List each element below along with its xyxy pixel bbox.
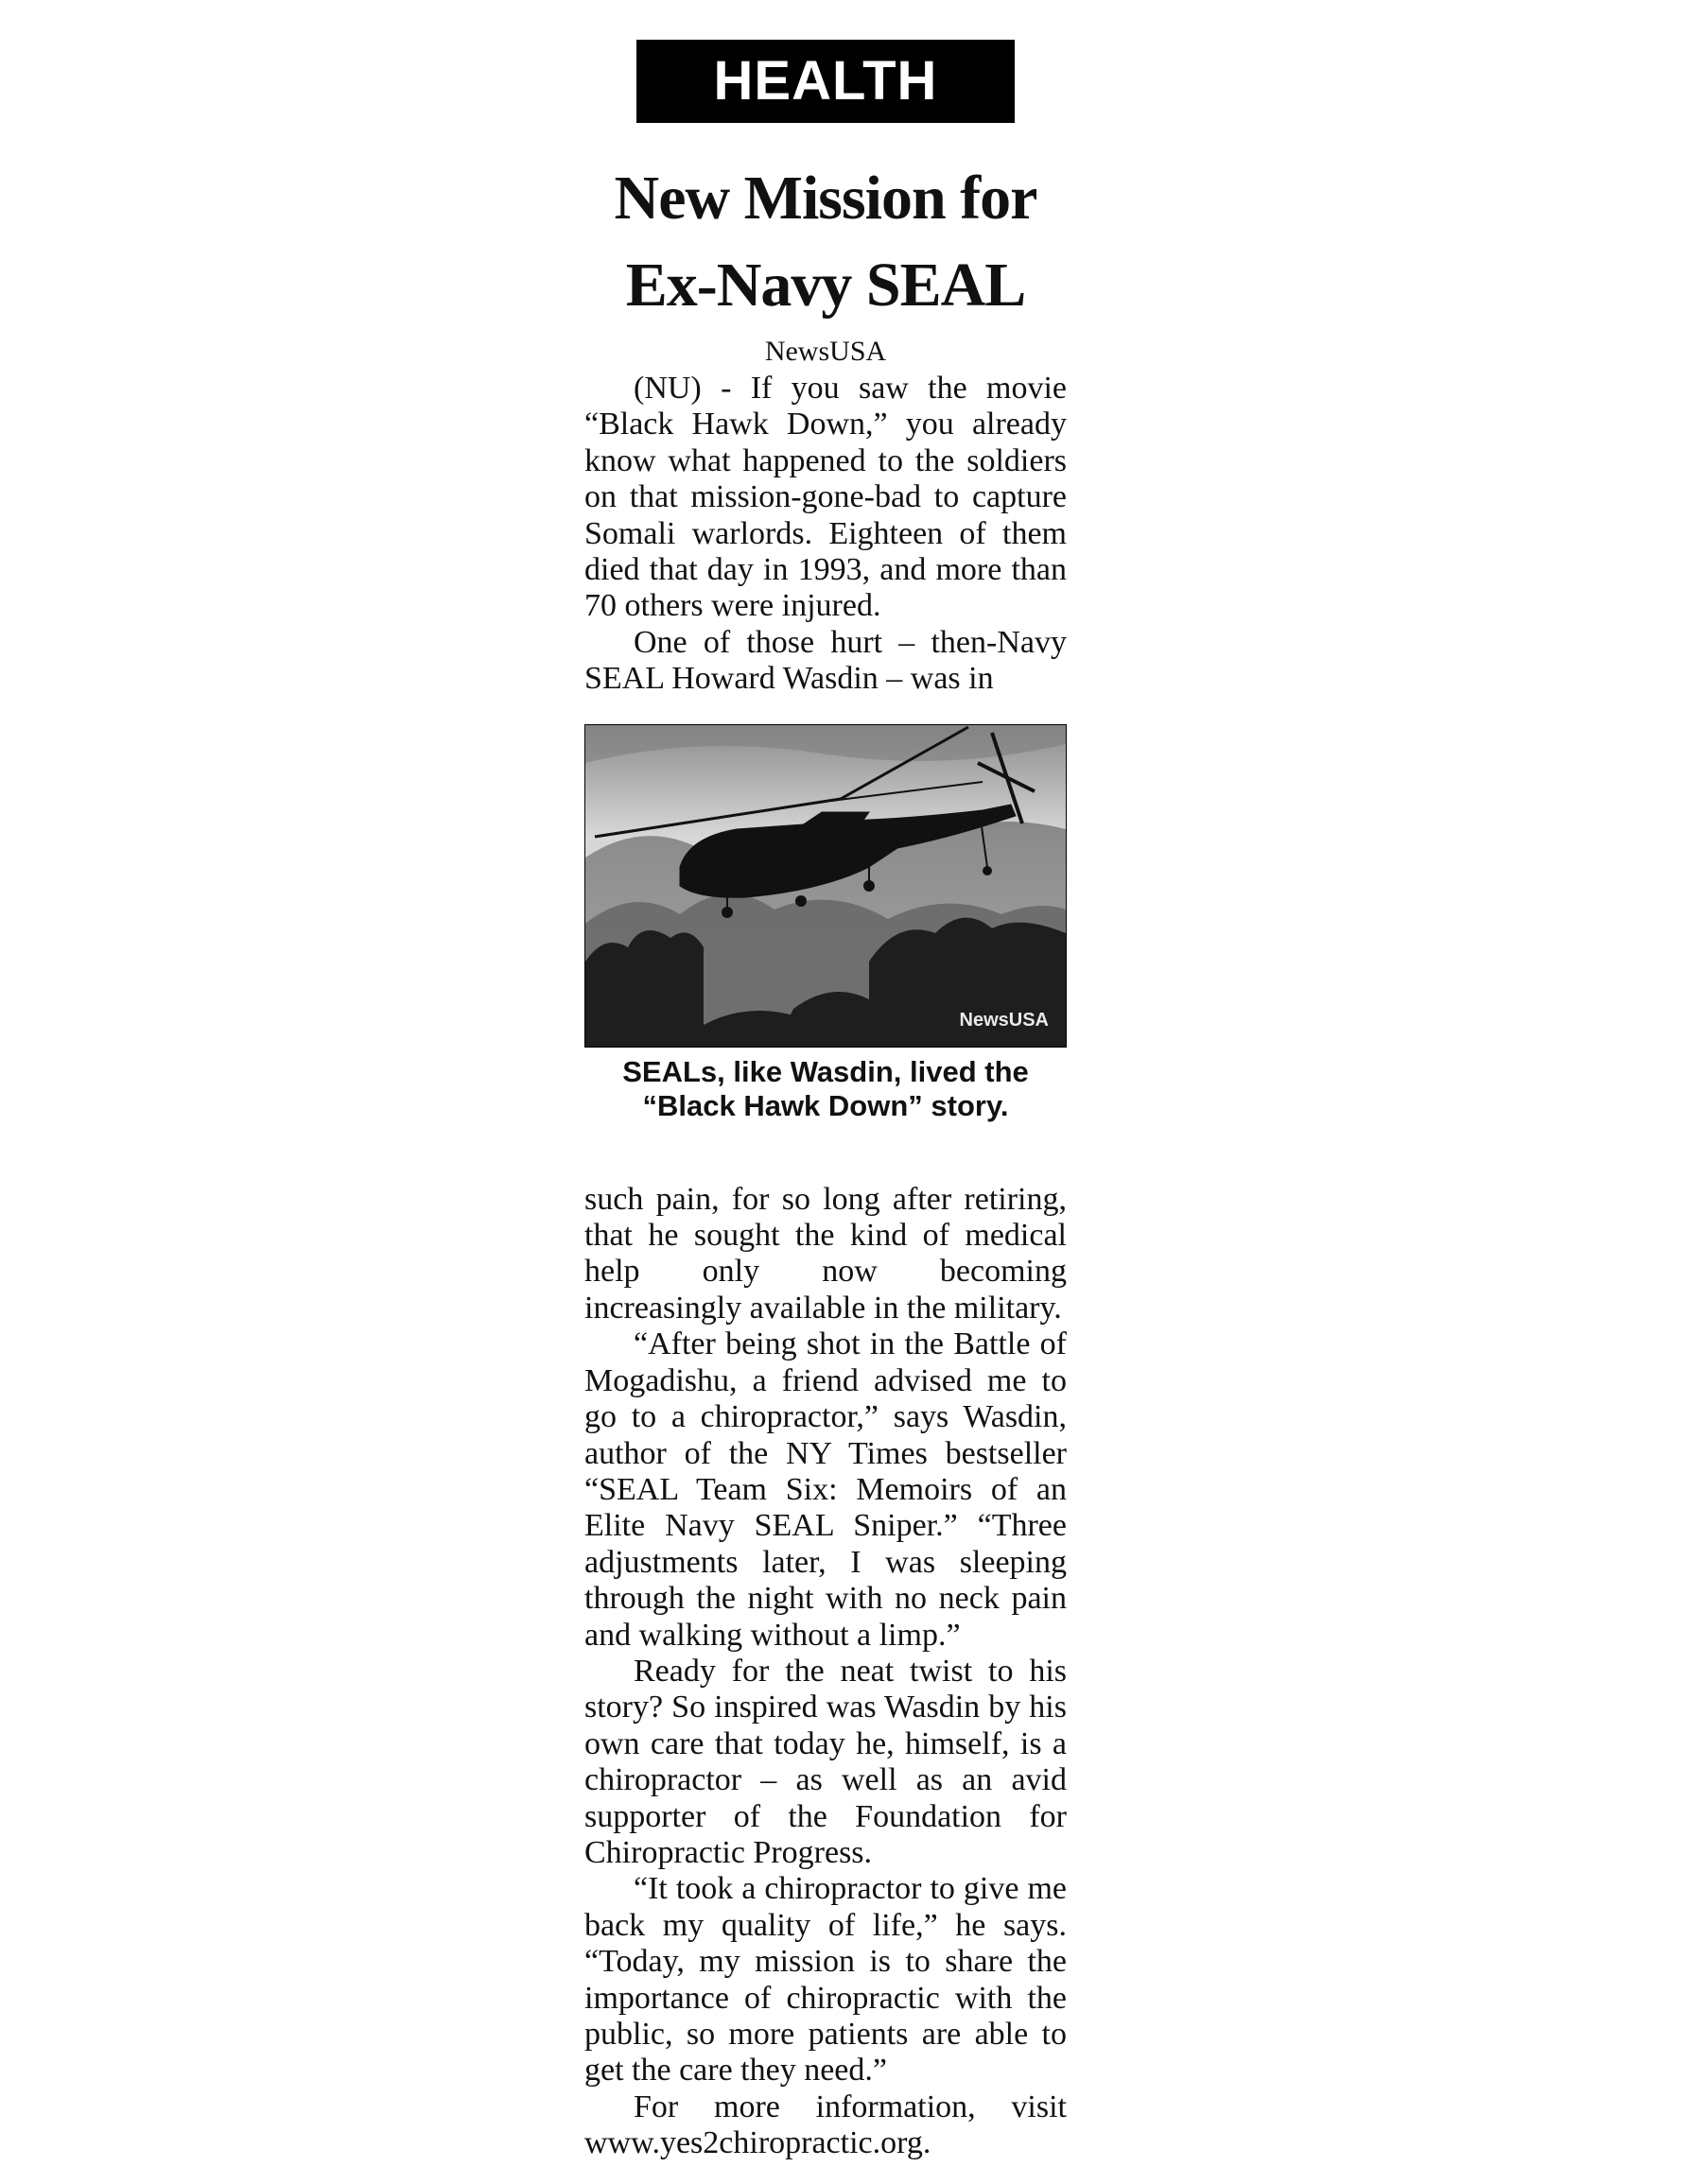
paragraph: Ready for the neat twist to his story? So inspired was Wasdin by his own care that today he, himself, is a chiropractor – as well as an avid supporter of the Foundation for Chiropractic Progress. — [584, 1653, 1067, 1870]
paragraph: “After being shot in the Battle of Mogadishu, a friend advised me to go to a chiropractor,” says Wasdin, author of the NY Times bestseller “SEAL Team Six: Memoirs of an Elite Navy SEAL Sniper.” “Three adjustments later, I was sleeping through the night with no neck pain and walking without a limp.” — [584, 1326, 1067, 1653]
paragraph: “It took a chiropractor to give me back my quality of life,” he says. “Today, my mission is to share the importance of chiropractic with the public, so more patients are able to get the care they need.” — [584, 1871, 1067, 2089]
headline-line-1: New Mission for — [614, 164, 1037, 233]
photo-caption — [584, 1055, 1067, 1123]
article-column — [584, 40, 1067, 2162]
photo-credit: NewsUSA — [959, 1009, 1049, 1031]
helicopter-illustration — [585, 725, 1066, 1047]
headline — [584, 155, 1067, 329]
caption-line-2: “Black Hawk Down” story. — [642, 1088, 1009, 1122]
paragraph: For more information, visit www.yes2chiropractic.org. — [584, 2089, 1067, 2161]
paragraph: (NU) - If you saw the movie “Black Hawk Down,” you already know what happened to the soldiers on that mission-gone-bad to capture Somali warlords. Eighteen of them died that day in 1993, and more than 70 others were injured. — [584, 371, 1067, 624]
byline: NewsUSA — [764, 336, 887, 367]
article-body-top — [584, 371, 1067, 698]
helicopter-photo — [584, 724, 1067, 1048]
paragraph: One of those hurt – then-Navy SEAL Howard Wasdin – was in — [584, 624, 1067, 697]
article-body-bottom — [584, 1182, 1067, 2162]
caption-line-1: SEALs, like Wasdin, lived the — [622, 1054, 1029, 1088]
paragraph: such pain, for so long after retiring, that he sought the kind of medical help only now becoming increasingly available in the military. — [584, 1181, 1067, 1326]
section-banner: HEALTH — [636, 40, 1015, 123]
headline-line-2: Ex-Navy SEAL — [625, 251, 1026, 320]
